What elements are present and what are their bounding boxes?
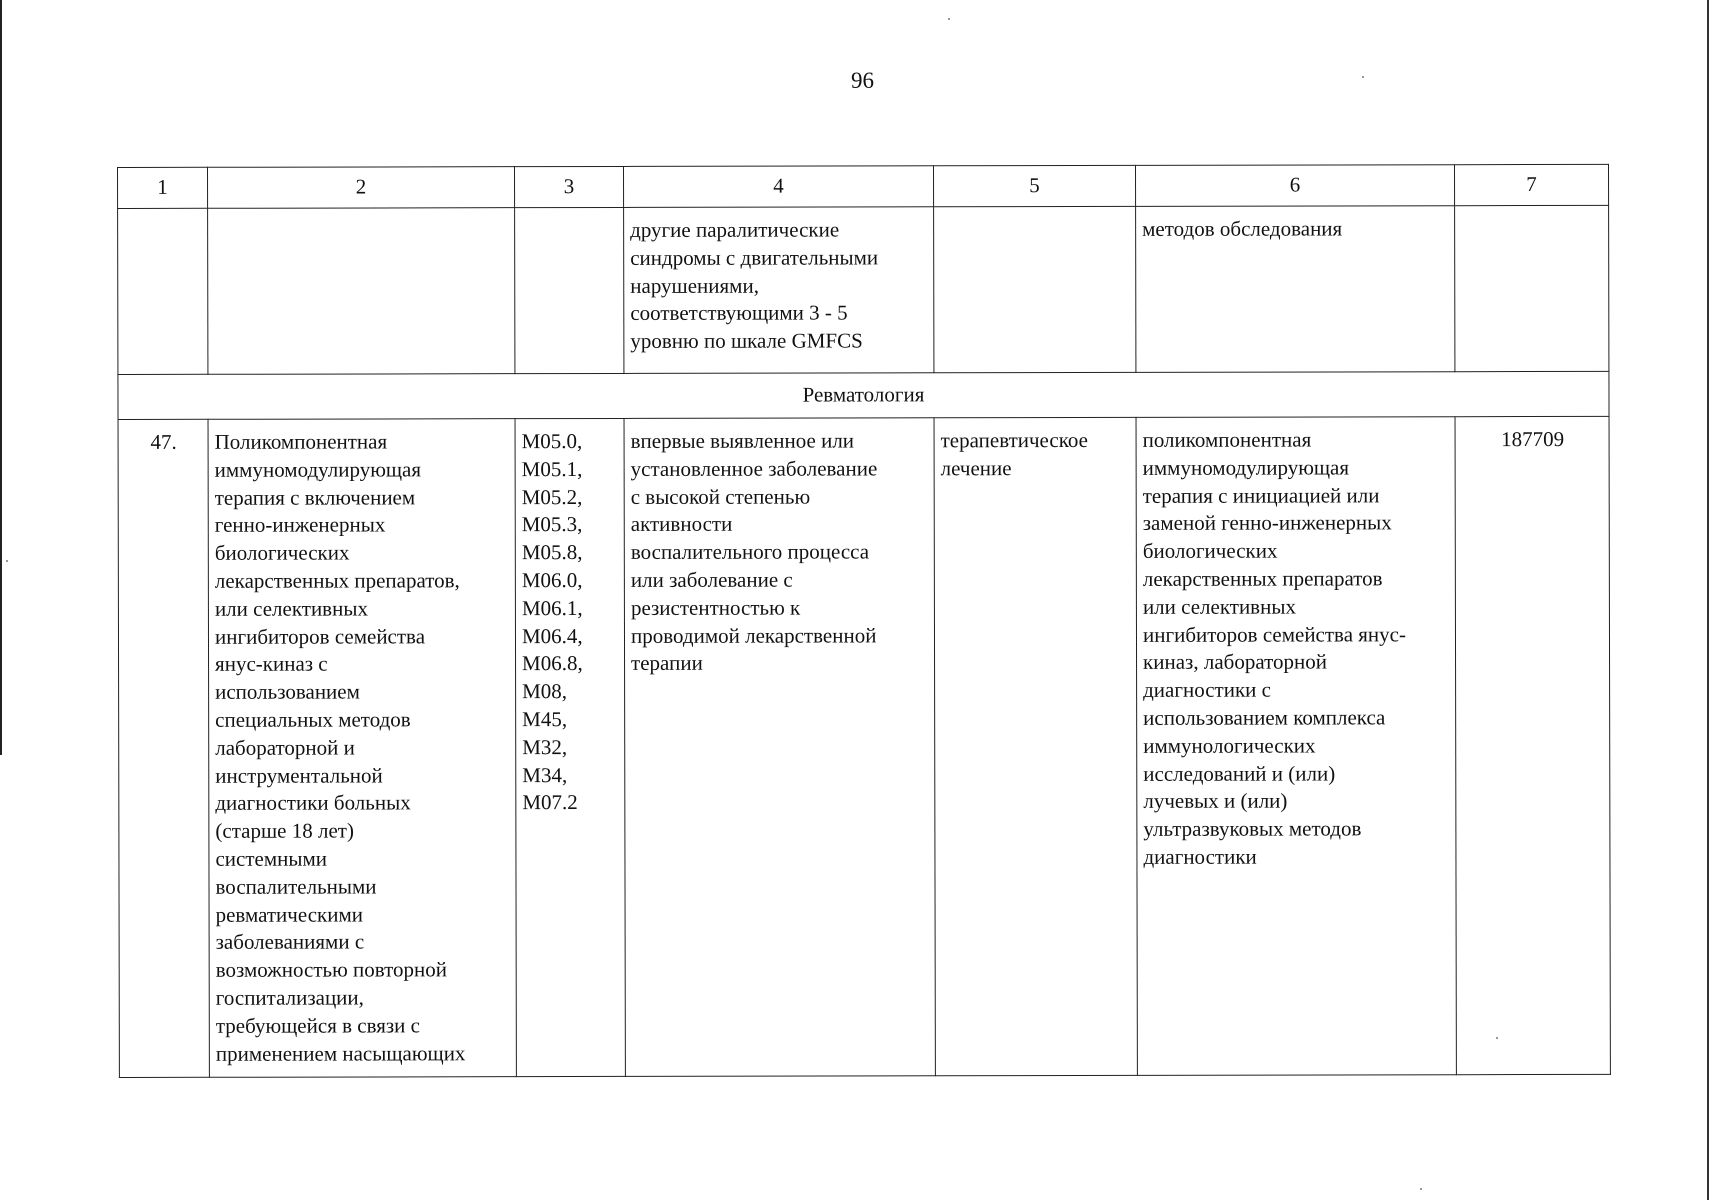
continuation-cell-5	[934, 206, 1136, 372]
row-number: 47.	[118, 419, 209, 1077]
treatment-method: поликомпонентная иммуномодулирующая терапия с инициацией или заменой генно-инженерных биологических лекарственных препаратов или селективных ингибиторов семейства янус- киназ, лабораторной диагностики с использованием комплекса иммунологических исследований и (или) лучевых и (или) ультразвуковых методов диагностики	[1136, 417, 1456, 1076]
header-cell-3: 3	[515, 166, 624, 207]
continuation-cell-1	[118, 208, 208, 374]
care-type-name: Поликомпонентная иммуномодулирующая терапия с включением генно-инженерных биологических лекарственных препаратов, или селективных ингибиторов семейства янус-киназ с использованием специальных методов лабораторной и инструментальной диагностики больных (старше 18 лет) системными воспалительными ревматическими заболеваниями с возможностью повторной госпитализации, требующейся в связи с применением насыщающих	[208, 419, 516, 1078]
continuation-cell-3	[515, 207, 624, 373]
scan-speck	[948, 18, 950, 20]
patient-model: впервые выявленное или установленное заболевание с высокой степенью активности воспалительного процесса или заболевание с резистентностью к проводимой лекарственной терапии	[624, 418, 935, 1077]
standard-cost: 187709	[1455, 416, 1610, 1074]
header-cell-1: 1	[118, 167, 208, 208]
scan-speck	[1420, 1188, 1422, 1190]
continuation-method: методов обследования	[1136, 206, 1455, 373]
page-number: 96	[851, 68, 874, 93]
scan-edge-left	[0, 0, 2, 755]
section-row	[118, 371, 1609, 419]
header-cell-6: 6	[1135, 165, 1454, 207]
column-number-row	[118, 164, 1609, 208]
medical-care-table	[117, 164, 1611, 1078]
header-cell-2: 2	[208, 167, 515, 209]
header-cell-5: 5	[933, 165, 1135, 206]
continuation-patient-model: другие паралитические синдромы с двигательными нарушениями, соответствующими 3 - 5 уровню по шкале GMFCS	[624, 207, 934, 374]
scan-speck	[1362, 76, 1364, 78]
treatment-type: терапевтическое лечение	[934, 417, 1137, 1075]
scan-speck	[6, 560, 8, 562]
continuation-row	[118, 205, 1609, 374]
continuation-cell-2	[208, 208, 515, 375]
table-row-47	[118, 416, 1610, 1077]
section-title: Ревматология	[118, 371, 1609, 419]
continuation-cell-7	[1455, 205, 1609, 371]
icd-codes: M05.0, M05.1, M05.2, M05.3, M05.8, M06.0, M06.1, M06.4, M06.8, M08, M45, M32, M34, M07.2	[515, 418, 625, 1076]
header-cell-4: 4	[623, 166, 933, 208]
scan-speck	[1496, 1037, 1498, 1039]
header-cell-7: 7	[1454, 164, 1608, 205]
